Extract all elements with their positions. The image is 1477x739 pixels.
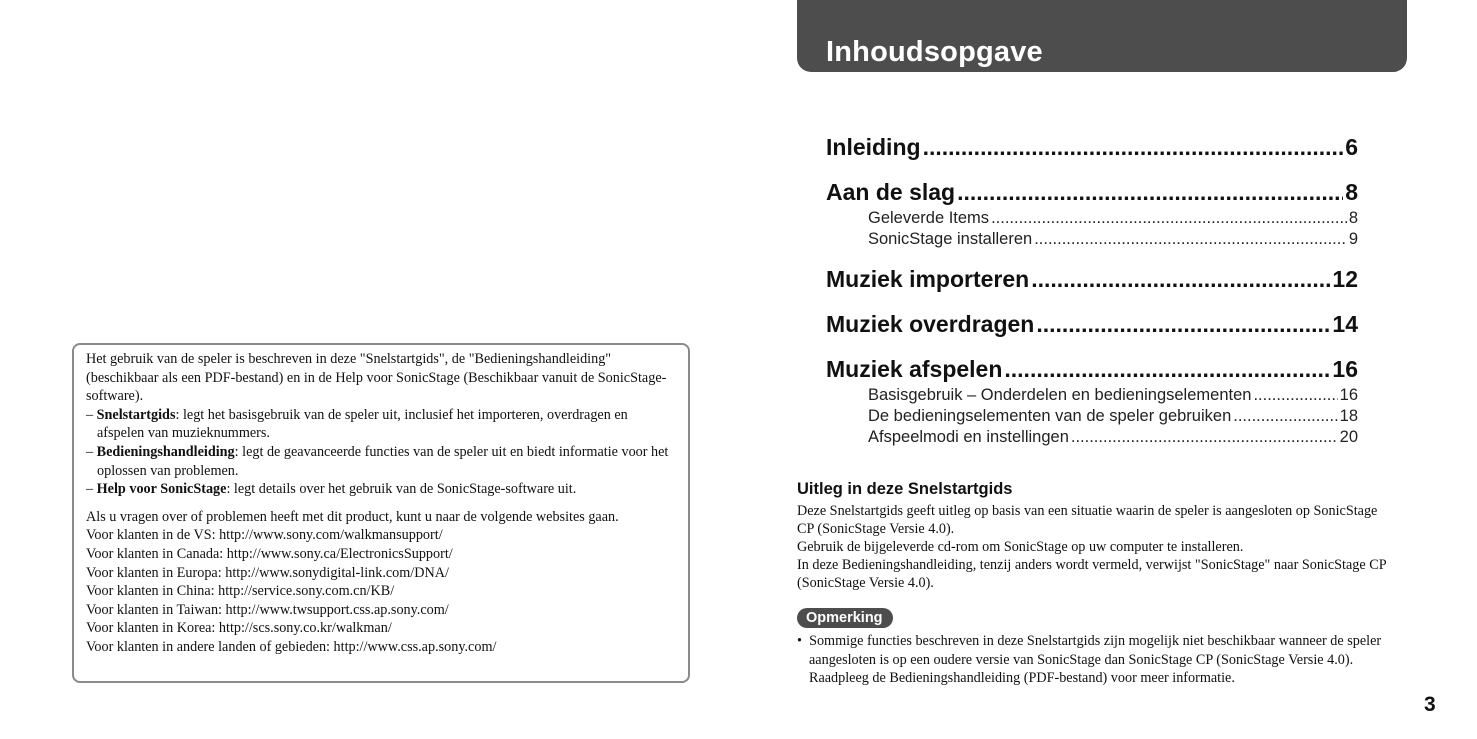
section-paragraph: Gebruik de bijgeleverde cd-rom om SonicStage op uw computer te installeren. [797, 539, 1244, 556]
section-body [797, 502, 1397, 592]
toc-entry-title: Muziek importeren [826, 266, 1030, 292]
toc-entry-title: Muziek overdragen [826, 311, 1035, 337]
website-other: Voor klanten in andere landen of gebieden: http://www.css.ap.sony.com/ [86, 638, 497, 655]
website-taiwan: Voor klanten in Taiwan: http://www.twsupport.css.ap.sony.com/ [86, 601, 449, 618]
website-china: Voor klanten in China: http://service.sony.com.cn/KB/ [86, 583, 395, 600]
website-korea: Voor klanten in Korea: http://scs.sony.co.kr/walkman/ [86, 620, 392, 637]
toc-entry-page: 8 [1345, 179, 1358, 205]
bullet-icon: • [797, 633, 810, 649]
website-europe: Voor klanten in Europa: http://www.sonydigital-link.com/DNA/ [86, 564, 449, 581]
note-badge: Opmerking [797, 608, 893, 628]
info-bullet-help: – Help voor SonicStage: legt details over het gebruik van de SonicStage-software uit. [86, 481, 577, 498]
toc-sub-page: 16 [1339, 386, 1358, 404]
toc-entry-muziek-afspelen[interactable] [826, 353, 1358, 385]
toc-sub-title: De bedieningselementen van de speler gebruiken [868, 407, 1232, 425]
toc-sub-bedieningselementen[interactable] [868, 406, 1358, 427]
toc-sub-page: 8 [1348, 209, 1358, 227]
toc-sub-afspeelmodi[interactable] [868, 427, 1358, 448]
header-bar [797, 0, 1407, 72]
page-title: Inhoudsopgave [826, 36, 1043, 68]
contact-intro: Als u vragen over of problemen heeft met dit product, kunt u naar de volgende websites gaan. [86, 508, 619, 525]
website-us: Voor klanten in de VS: http://www.sony.com/walkmansupport/ [86, 527, 443, 544]
toc-entry-inleiding[interactable] [826, 131, 1358, 163]
toc-entry-page: 14 [1332, 311, 1358, 337]
toc-sub-title: Basisgebruik – Onderdelen en bedieningselementen [868, 386, 1252, 404]
note-body [797, 632, 1409, 688]
bullet-text: : legt details over het gebruik van de SonicStage-software uit. [226, 481, 577, 498]
toc-entry-muziek-importeren[interactable] [826, 263, 1358, 295]
toc-entry-aan-de-slag[interactable] [826, 176, 1358, 208]
toc-entry-title: Aan de slag [826, 179, 956, 205]
toc-entry-title: Inleiding [826, 134, 921, 160]
info-box [72, 343, 690, 683]
info-bullet-snelstartgids: – Snelstartgids: legt het basisgebruik van de speler uit, inclusief het importeren, overdragen en afspelen van muzieknummers. [86, 406, 628, 442]
website-canada: Voor klanten in Canada: http://www.sony.ca/ElectronicsSupport/ [86, 545, 453, 562]
toc-entry-muziek-overdragen[interactable] [826, 308, 1358, 340]
bullet-term: Snelstartgids [96, 406, 176, 423]
toc-sub-page: 18 [1339, 407, 1358, 425]
bullet-term: Bedieningshandleiding [96, 443, 235, 460]
toc-entry-page: 12 [1332, 266, 1358, 292]
section-paragraph: In deze Bedieningshandleiding, tenzij anders wordt vermeld, verwijst "SonicStage" naar SonicStage CP (SonicStage Versie 4.0). [797, 557, 1387, 592]
info-intro: Het gebruik van de speler is beschreven in deze "Snelstartgids", de "Bedieningshandleiding" (beschikbaar als een PDF-bestand) en in de Help voor SonicStage (Beschikbaar vanuit de SonicStage-software). [86, 351, 667, 405]
toc-sub-geleverde-items[interactable] [868, 208, 1358, 229]
toc-sub-sonicstage-installeren[interactable] [868, 229, 1358, 250]
table-of-contents [826, 131, 1358, 448]
toc-entry-page: 16 [1332, 356, 1358, 382]
page-number: 3 [1424, 693, 1436, 716]
note-text: Sommige functies beschreven in deze Snelstartgids zijn mogelijk niet beschikbaar wanneer de speler aangesloten is op een oudere versie van SonicStage dan SonicStage CP (SonicStage Versie 4.0). Raadpleeg de Bedieningshandleiding (PDF-bestand) voor meer informatie. [809, 633, 1382, 687]
info-bullet-bedieningshandleiding: – Bedieningshandleiding: legt de geavanceerde functies van de speler uit en biedt informatie voor het oplossen van problemen. [86, 443, 669, 479]
bullet-text: : legt het basisgebruik van de speler uit, inclusief het importeren, overdragen en afspelen van muzieknummers. [97, 406, 628, 442]
toc-entry-title: Muziek afspelen [826, 356, 1003, 382]
toc-sub-page: 9 [1348, 230, 1358, 248]
toc-sub-title: Afspeelmodi en instellingen [868, 428, 1069, 446]
toc-sub-page: 20 [1339, 428, 1358, 446]
toc-sub-basisgebruik[interactable] [868, 385, 1358, 406]
bullet-text: : legt de geavanceerde functies van de speler uit en biedt informatie voor het oplossen van problemen. [97, 443, 669, 479]
bullet-term: Help voor SonicStage [96, 481, 227, 498]
toc-entry-page: 6 [1345, 134, 1358, 160]
toc-sub-title: Geleverde Items [868, 209, 990, 227]
toc-sub-title: SonicStage installeren [868, 230, 1033, 248]
section-heading: Uitleg in deze Snelstartgids [797, 480, 1013, 498]
section-paragraph: Deze Snelstartgids geeft uitleg op basis van een situatie waarin de speler is aangesloten op SonicStage CP (SonicStage Versie 4.0). [797, 503, 1378, 538]
